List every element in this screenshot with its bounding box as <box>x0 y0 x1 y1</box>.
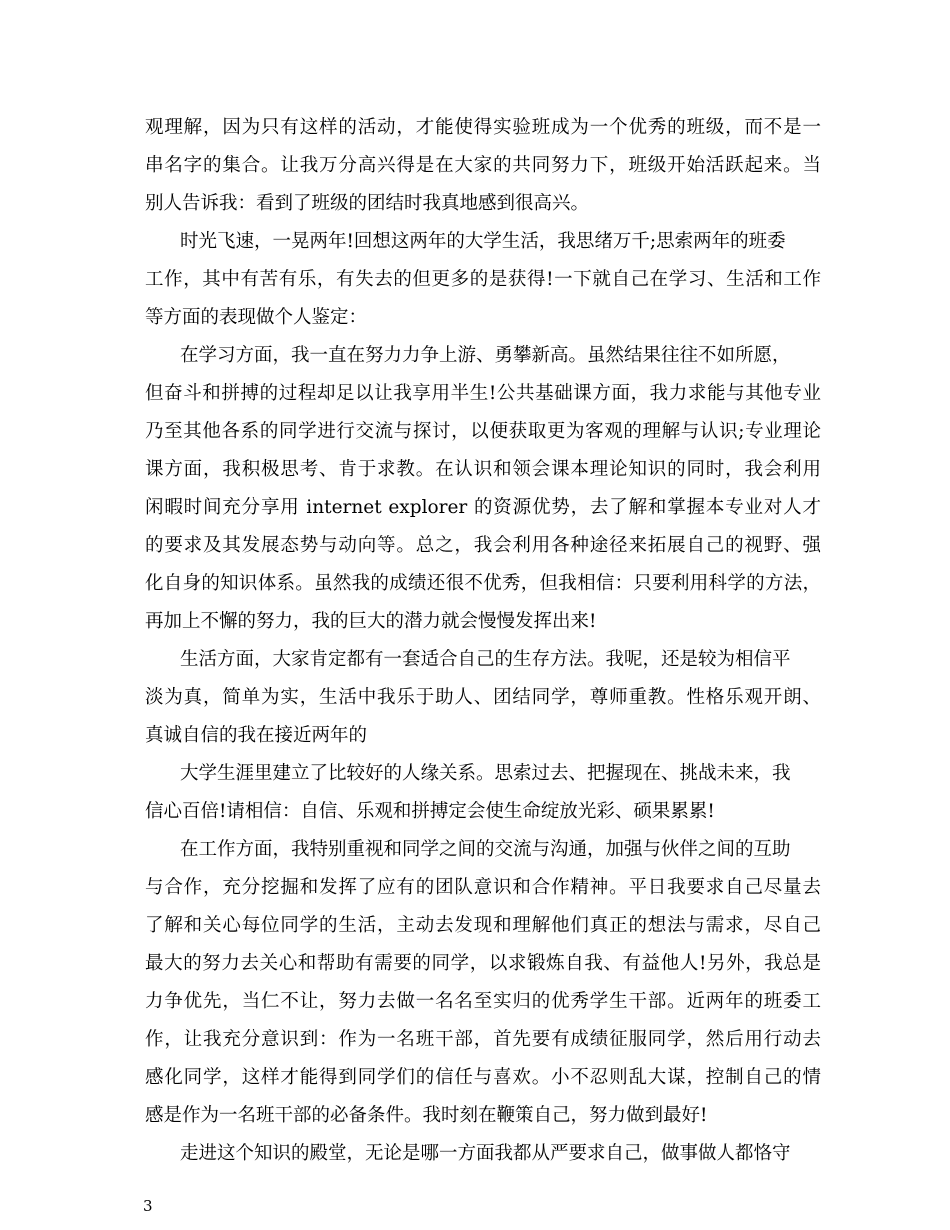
paragraph-line: 了解和关心每位同学的生活，主动去发现和理解他们真正的想法与需求，尽自己 <box>145 915 821 936</box>
paragraph-line: 时光飞速，一晃两年!回想这两年的大学生活，我思绪万千;思索两年的班委 <box>180 231 786 252</box>
paragraph-line: 感化同学，这样才能得到同学们的信任与喜欢。小不忍则乱大谋，控制自己的情 <box>145 1067 821 1088</box>
paragraph-line: 生活方面，大家肯定都有一套适合自己的生存方法。我呢，还是较为相信平 <box>180 649 791 670</box>
paragraph-line: 最大的努力去关心和帮助有需要的同学，以求锻炼自我、有益他人!另外，我总是 <box>145 953 821 974</box>
paragraph-line: 信心百倍!请相信：自信、乐观和拼搏定会使生命绽放光彩、硕果累累! <box>145 801 715 822</box>
paragraph-line: 在学习方面，我一直在努力力争上游、勇攀新高。虽然结果往往不如所愿， <box>180 345 791 366</box>
paragraph-line: 的要求及其发展态势与动向等。总之，我会利用各种途径来拓展自己的视野、强 <box>145 535 821 556</box>
paragraph-line: 等方面的表现做个人鉴定： <box>145 307 368 328</box>
paragraph-line: 化自身的知识体系。虽然我的成绩还很不优秀，但我相信：只要利用科学的方法， <box>145 573 821 594</box>
paragraph-line: 大学生涯里建立了比较好的人缘关系。思索过去、把握现在、挑战未来，我 <box>180 763 791 784</box>
paragraph-line: 再加上不懈的努力，我的巨大的潜力就会慢慢发挥出来! <box>145 611 597 632</box>
paragraph-line: 串名字的集合。让我万分高兴得是在大家的共同努力下，班级开始活跃起来。当 <box>145 155 821 176</box>
paragraph-line: 别人告诉我：看到了班级的团结时我真地感到很高兴。 <box>145 193 590 214</box>
paragraph-line: 乃至其他各系的同学进行交流与探讨，以便获取更为客观的理解与认识;专业理论 <box>145 421 821 442</box>
paragraph-line: 淡为真，简单为实，生活中我乐于助人、团结同学，尊师重教。性格乐观开朗、 <box>145 687 821 708</box>
page-number: 3 <box>143 1197 153 1215</box>
paragraph-line: 走进这个知识的殿堂，无论是哪一方面我都从严要求自己，做事做人都恪守 <box>180 1143 791 1164</box>
paragraph-line: 课方面，我积极思考、肯于求教。在认识和领会课本理论知识的同时，我会利用 <box>145 459 821 480</box>
paragraph-line: 观理解，因为只有这样的活动，才能使得实验班成为一个优秀的班级，而不是一 <box>145 117 821 138</box>
paragraph-line: 在工作方面，我特别重视和同学之间的交流与沟通，加强与伙伴之间的互助 <box>180 839 791 860</box>
paragraph-line: 但奋斗和拼搏的过程却足以让我享用半生!公共基础课方面，我力求能与其他专业 <box>145 383 821 404</box>
paragraph-line: 感是作为一名班干部的必备条件。我时刻在鞭策自己，努力做到最好! <box>145 1105 708 1126</box>
paragraph-line: 真诚自信的我在接近两年的 <box>145 725 368 746</box>
paragraph-line: 与合作，充分挖掘和发挥了应有的团队意识和合作精神。平日我要求自己尽量去 <box>145 877 821 898</box>
paragraph-line: 作，让我充分意识到：作为一名班干部，首先要有成绩征服同学，然后用行动去 <box>145 1029 821 1050</box>
paragraph-line: 闲暇时间充分享用 internet explorer 的资源优势，去了解和掌握本专业对人才 <box>145 497 821 518</box>
paragraph-line: 工作，其中有苦有乐，有失去的但更多的是获得!一下就自己在学习、生活和工作 <box>145 269 821 290</box>
paragraph-line: 力争优先，当仁不让，努力去做一名名至实归的优秀学生干部。近两年的班委工 <box>145 991 821 1012</box>
